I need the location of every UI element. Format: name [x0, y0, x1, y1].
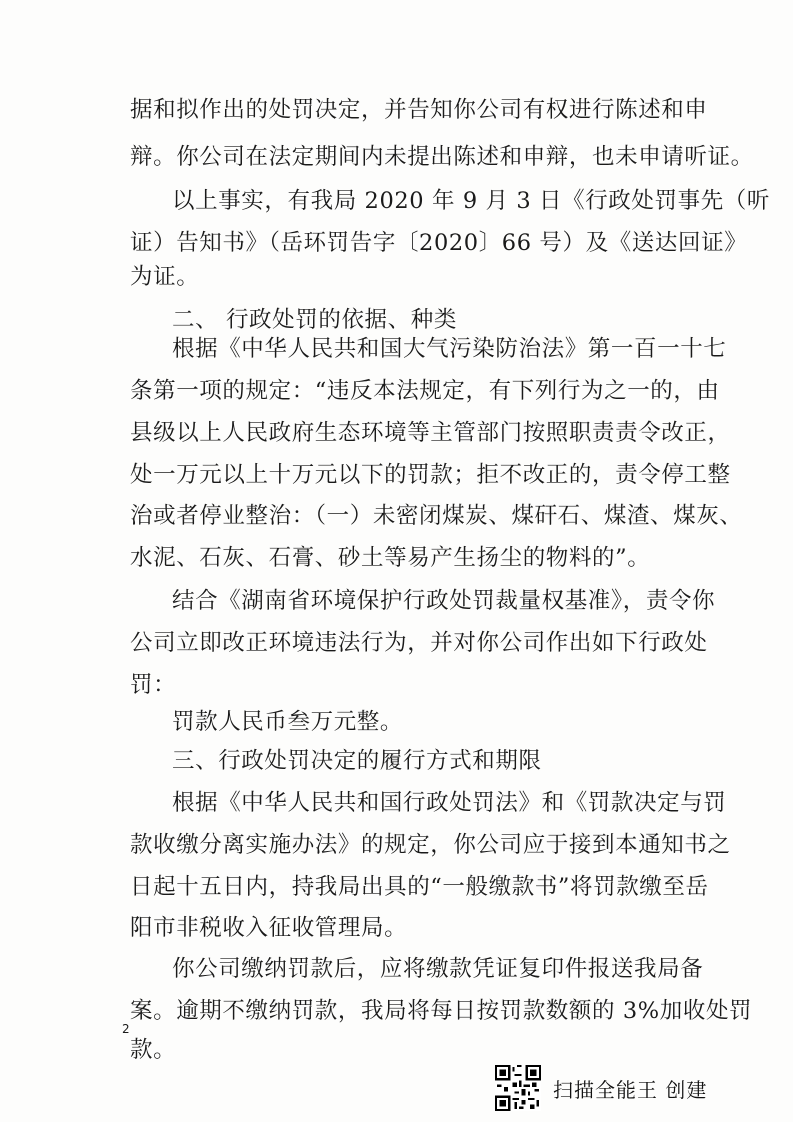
page-number: 2 — [122, 1022, 130, 1036]
text-line: 处一万元以上十万元以下的罚款；拒不改正的，责令停工整 — [130, 462, 731, 488]
section-heading: 二、 行政处罚的依据、种类 — [172, 307, 457, 333]
text-line: 据和拟作出的处罚决定，并告知你公司有权进行陈述和申 — [130, 97, 708, 123]
text-line: 辩。你公司在法定期间内未提出陈述和申辩，也未申请听证。 — [130, 144, 754, 170]
text-line: 公司立即改正环境违法行为，并对你公司作出如下行政处 — [130, 630, 708, 656]
text-line: 为证。 — [130, 264, 200, 290]
text-line: 罚款人民币叁万元整。 — [172, 709, 404, 735]
watermark-text: 扫描全能王 创建 — [553, 1077, 708, 1102]
text-line: 根据《中华人民共和国大气污染防治法》第一百一十七 — [172, 336, 727, 362]
text-line: 日起十五日内，持我局出具的“一般缴款书”将罚款缴至岳 — [130, 874, 709, 900]
text-line: 罚： — [130, 672, 177, 698]
text-line: 案。逾期不缴纳罚款，我局将每日按罚款数额的 3%加收处罚 — [130, 998, 753, 1024]
text-line: 水泥、石灰、石膏、砂土等易产生扬尘的物料的”。 — [130, 545, 651, 571]
qr-code-icon — [495, 1065, 541, 1111]
text-line: 条第一项的规定：“违反本法规定，有下列行为之一的，由 — [130, 378, 720, 404]
text-line: 阳市非税收入征收管理局。 — [130, 915, 408, 941]
text-line: 结合《湖南省环境保护行政处罚裁量权基准》，责令你 — [172, 588, 716, 614]
text-line: 以上事实，有我局 2020 年 9 月 3 日《行政处罚事先（听 — [172, 188, 771, 214]
text-line: 你公司缴纳罚款后，应将缴款凭证复印件报送我局备 — [172, 956, 704, 982]
text-line: 根据《中华人民共和国行政处罚法》和《罚款决定与罚 — [172, 790, 727, 816]
text-line: 证）告知书》（岳环罚告字〔2020〕66 号）及《送达回证》 — [130, 230, 748, 256]
text-line: 县级以上人民政府生态环境等主管部门按照职责责令改正， — [130, 420, 731, 446]
text-line: 款收缴分离实施办法》的规定，你公司应于接到本通知书之 — [130, 832, 731, 858]
text-line: 治或者停业整治：（一）未密闭煤炭、煤矸石、煤渣、煤灰、 — [130, 503, 743, 529]
text-line: 款。 — [130, 1037, 177, 1063]
scanner-watermark — [495, 1062, 707, 1114]
section-heading: 三、行政处罚决定的履行方式和期限 — [172, 748, 542, 774]
